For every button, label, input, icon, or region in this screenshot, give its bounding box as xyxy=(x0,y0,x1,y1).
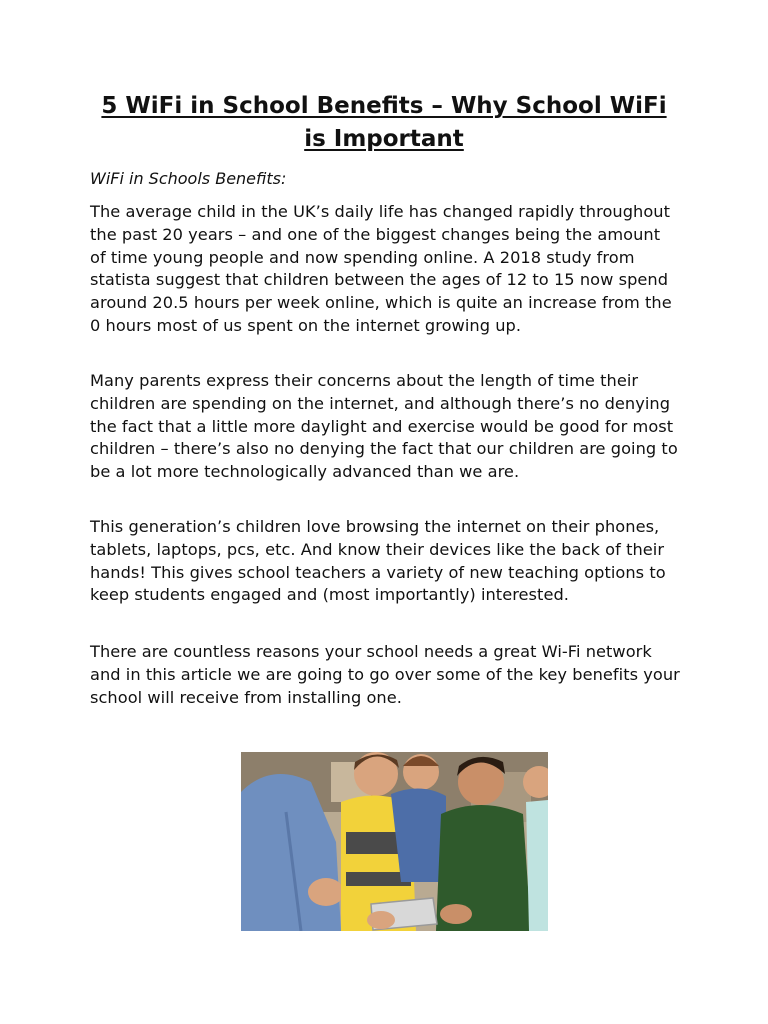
paragraph-1: The average child in the UK’s daily life has changed rapidly throughout the past 20 years – and one of the biggest changes being the amount of time young people and now spending online. A 2018 study from statista suggest that children between the ages of 12 to 15 now spend around 20.5 hours per week online, which is quite an increase from the 0 hours most of us spent on the internet growing up. xyxy=(90,202,672,335)
page-title: 5 WiFi in School Benefits – Why School WiFi is Important xyxy=(101,93,667,152)
paragraph-3: This generation’s children love browsing the internet on their phones, tablets, laptops, pcs, etc. And know their devices like the back of their hands! This gives school teachers a variety of new teaching options to keep students engaged and (most importantly) interested. xyxy=(90,517,666,605)
paragraph-2: Many parents express their concerns about the length of time their children are spending on the internet, and although there’s no denying the fact that a little more daylight and exercise would be good for most children – there’s also no denying the fact that our children are going to be a lot more technologically advanced than we are. xyxy=(90,371,678,482)
paragraph-4: There are countless reasons your school needs a great Wi-Fi network and in this article we are going to go over some of the key benefits your school will receive from installing one. xyxy=(90,642,680,707)
photo-illustration xyxy=(241,752,548,931)
children-with-tablet-photo xyxy=(241,752,548,931)
section-subtitle: WiFi in Schools Benefits: xyxy=(90,169,287,188)
